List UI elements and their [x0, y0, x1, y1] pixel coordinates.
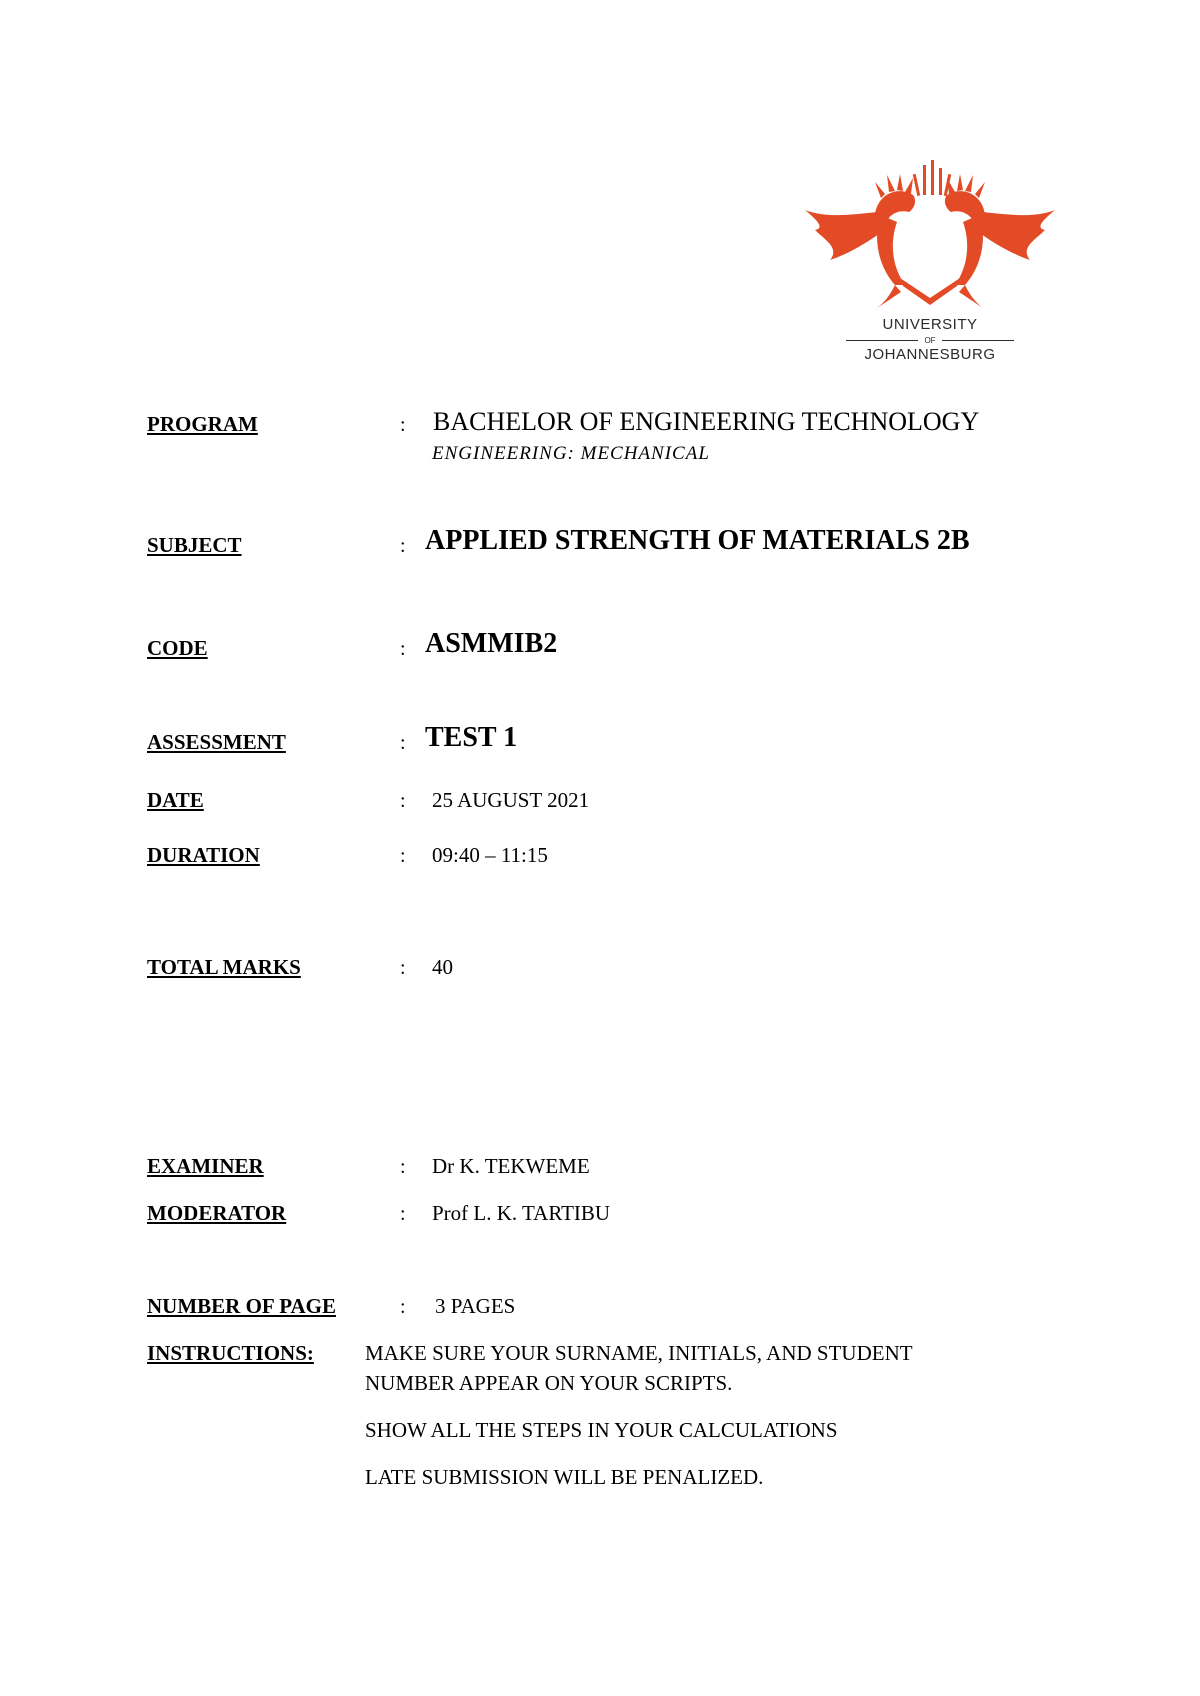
number-of-page-value: 3 PAGES [435, 1294, 516, 1318]
program-value: BACHELOR OF ENGINEERING TECHNOLOGY [433, 407, 980, 436]
moderator-value: Prof L. K. TARTIBU [432, 1201, 611, 1225]
instruction-line: MAKE SURE YOUR SURNAME, INITIALS, AND STUDENT [365, 1341, 913, 1365]
duration-colon: : [400, 845, 406, 867]
instruction-line: SHOW ALL THE STEPS IN YOUR CALCULATIONS [365, 1418, 838, 1442]
code-label: CODE [147, 636, 208, 660]
logo-text-of: OF [805, 336, 1055, 345]
subject-colon: : [400, 535, 406, 557]
program-label: PROGRAM [147, 412, 258, 436]
code-colon: : [400, 638, 406, 660]
total-marks-value: 40 [432, 955, 453, 979]
total-marks-colon: : [400, 957, 406, 979]
moderator-colon: : [400, 1203, 406, 1225]
subject-value: APPLIED STRENGTH OF MATERIALS 2B [425, 525, 970, 556]
university-logo [805, 160, 1055, 370]
instructions-label: INSTRUCTIONS: [147, 1341, 314, 1365]
date-value: 25 AUGUST 2021 [432, 788, 590, 812]
date-colon: : [400, 790, 406, 812]
moderator-label: MODERATOR [147, 1201, 287, 1225]
bird-crest-icon [805, 160, 1055, 310]
program-subvalue: ENGINEERING: MECHANICAL [432, 443, 710, 464]
assessment-value: TEST 1 [425, 722, 518, 753]
examiner-value: Dr K. TEKWEME [432, 1154, 590, 1178]
subject-label: SUBJECT [147, 533, 242, 557]
number-of-page-colon: : [400, 1296, 406, 1318]
program-colon: : [400, 414, 406, 436]
examiner-colon: : [400, 1156, 406, 1178]
number-of-page-label: NUMBER OF PAGE [147, 1294, 336, 1318]
logo-text-johannesburg: JOHANNESBURG [864, 346, 996, 363]
total-marks-label: TOTAL MARKS [147, 955, 301, 979]
logo-text-university: UNIVERSITY [882, 316, 978, 333]
assessment-label: ASSESSMENT [147, 730, 286, 754]
instruction-line: NUMBER APPEAR ON YOUR SCRIPTS. [365, 1371, 733, 1395]
duration-value: 09:40 – 11:15 [432, 843, 548, 867]
instruction-line: LATE SUBMISSION WILL BE PENALIZED. [365, 1465, 764, 1489]
examiner-label: EXAMINER [147, 1154, 264, 1178]
code-value: ASMMIB2 [425, 628, 558, 659]
date-label: DATE [147, 788, 204, 812]
duration-label: DURATION [147, 843, 260, 867]
assessment-colon: : [400, 732, 406, 754]
